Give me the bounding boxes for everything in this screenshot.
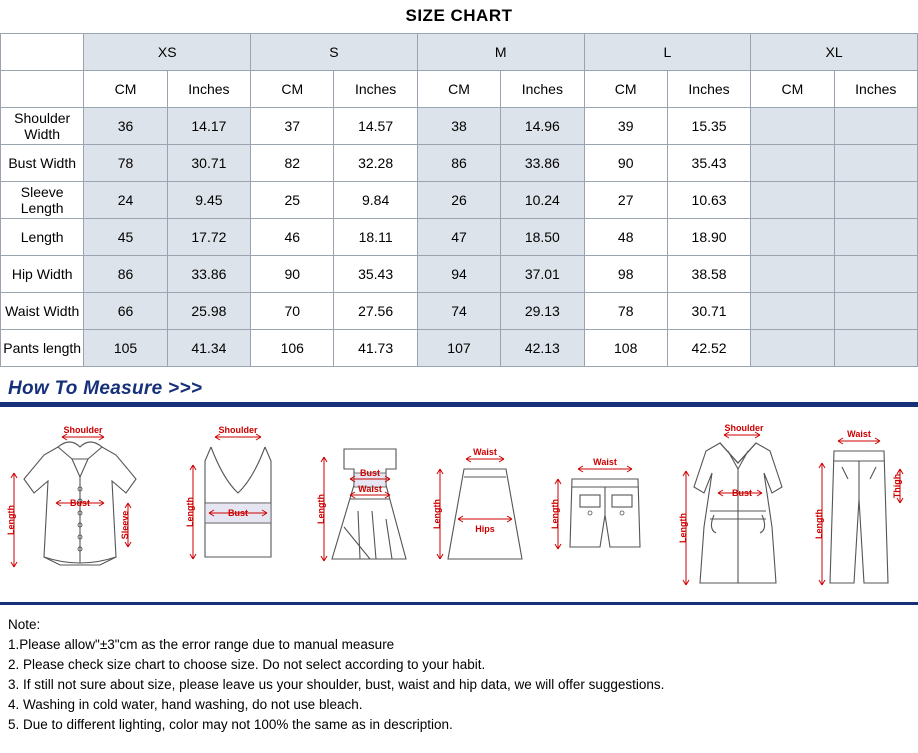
label-length: Length [6, 505, 16, 535]
cell [834, 293, 917, 330]
cell: 29.13 [501, 293, 584, 330]
cell: 38 [417, 108, 500, 145]
note-item-3: 3. If still not sure about size, please leave us your shoulder, bust, waist and hip data, we will offer suggestions. [8, 677, 665, 692]
cell [751, 108, 834, 145]
cell: 26 [417, 182, 500, 219]
table-row-size-headers [1, 34, 918, 71]
label-length: Length [316, 494, 326, 524]
label-bust: Bust [228, 508, 248, 518]
note-item-1: 1.Please allow"±3"cm as the error range due to manual measure [8, 637, 395, 652]
note-item-2: 2. Please check size chart to choose size. Do not select according to your habit. [8, 657, 486, 672]
cell: 86 [84, 256, 167, 293]
size-header-s: S [251, 34, 418, 71]
notes-section [0, 605, 918, 735]
label-length: Length [678, 513, 688, 543]
cell: 107 [417, 330, 500, 367]
cell [751, 145, 834, 182]
cell [834, 182, 917, 219]
cell: 17.72 [167, 219, 250, 256]
cell: 90 [251, 256, 334, 293]
cell: 45 [84, 219, 167, 256]
cell [834, 256, 917, 293]
label-waist: Waist [358, 484, 382, 494]
cell: 78 [584, 293, 667, 330]
cell: 90 [584, 145, 667, 182]
label-thigh: Thigh [892, 473, 902, 499]
cell: 86 [417, 145, 500, 182]
unit-header-m-cm: CM [417, 71, 500, 108]
cell: 10.24 [501, 182, 584, 219]
unit-row-label [1, 71, 84, 108]
notes-heading: Note: [8, 617, 41, 632]
unit-header-l-cm: CM [584, 71, 667, 108]
label-hips: Hips [475, 524, 495, 534]
cell [751, 293, 834, 330]
corner-cell [1, 34, 84, 71]
label-shoulder: Shoulder [63, 425, 103, 435]
table-row [1, 182, 918, 219]
unit-header-m-inches: Inches [501, 71, 584, 108]
label-waist: Waist [847, 429, 871, 439]
row-label: Sleeve Length [1, 182, 84, 219]
figure-blouse [0, 407, 175, 602]
cell: 15.35 [667, 108, 750, 145]
figure-coat [670, 407, 810, 602]
cell [834, 219, 917, 256]
size-header-xs: XS [84, 34, 251, 71]
unit-header-xl-inches: Inches [834, 71, 917, 108]
cell [751, 182, 834, 219]
label-length: Length [550, 499, 560, 529]
cell [834, 330, 917, 367]
unit-header-xs-inches: Inches [167, 71, 250, 108]
cell: 33.86 [167, 256, 250, 293]
figure-pants [810, 407, 918, 602]
cell: 41.34 [167, 330, 250, 367]
unit-header-s-cm: CM [251, 71, 334, 108]
label-shoulder: Shoulder [218, 425, 258, 435]
unit-header-xl-cm: CM [751, 71, 834, 108]
row-label: Bust Width [1, 145, 84, 182]
cell: 94 [417, 256, 500, 293]
unit-header-s-inches: Inches [334, 71, 417, 108]
label-waist: Waist [473, 447, 497, 457]
cell: 14.17 [167, 108, 250, 145]
cell: 9.84 [334, 182, 417, 219]
cell: 37 [251, 108, 334, 145]
cell: 18.11 [334, 219, 417, 256]
size-header-xl: XL [751, 34, 918, 71]
cell [834, 145, 917, 182]
cell: 105 [84, 330, 167, 367]
unit-header-l-inches: Inches [667, 71, 750, 108]
how-to-measure-title: How To Measure >>> [8, 378, 203, 399]
cell: 33.86 [501, 145, 584, 182]
label-waist: Waist [593, 457, 617, 467]
label-bust: Bust [70, 498, 90, 508]
cell: 78 [84, 145, 167, 182]
cell: 35.43 [334, 256, 417, 293]
row-label: Hip Width [1, 256, 84, 293]
label-length: Length [432, 499, 442, 529]
note-item-4: 4. Washing in cold water, hand washing, do not use bleach. [8, 697, 363, 712]
cell: 36 [84, 108, 167, 145]
table-row-unit-headers [1, 71, 918, 108]
figure-skirt [430, 407, 540, 602]
cell: 47 [417, 219, 500, 256]
label-length: Length [814, 509, 824, 539]
page-title: SIZE CHART [405, 6, 513, 25]
cell: 25 [251, 182, 334, 219]
measurement-figures [0, 407, 918, 605]
row-label: Shoulder Width [1, 108, 84, 145]
label-bust: Bust [360, 468, 380, 478]
cell: 18.90 [667, 219, 750, 256]
table-row [1, 108, 918, 145]
row-label: Waist Width [1, 293, 84, 330]
label-sleeve: Sleeve [120, 510, 130, 540]
table-row [1, 293, 918, 330]
cell [751, 256, 834, 293]
unit-header-xs-cm: CM [84, 71, 167, 108]
size-header-m: M [417, 34, 584, 71]
cell: 42.52 [667, 330, 750, 367]
cell: 42.13 [501, 330, 584, 367]
cell: 41.73 [334, 330, 417, 367]
cell: 66 [84, 293, 167, 330]
table-row [1, 256, 918, 293]
cell: 30.71 [667, 293, 750, 330]
size-table [0, 33, 918, 367]
cell: 35.43 [667, 145, 750, 182]
cell: 108 [584, 330, 667, 367]
cell: 24 [84, 182, 167, 219]
cell: 37.01 [501, 256, 584, 293]
cell: 14.96 [501, 108, 584, 145]
how-to-measure-section [0, 375, 918, 605]
row-label: Pants length [1, 330, 84, 367]
label-shoulder: Shoulder [724, 423, 764, 433]
cell: 38.58 [667, 256, 750, 293]
cell: 70 [251, 293, 334, 330]
cell: 39 [584, 108, 667, 145]
table-row [1, 330, 918, 367]
label-bust: Bust [732, 488, 752, 498]
cell: 74 [417, 293, 500, 330]
cell: 10.63 [667, 182, 750, 219]
cell [834, 108, 917, 145]
cell: 27 [584, 182, 667, 219]
figure-camisole [175, 407, 310, 602]
cell: 9.45 [167, 182, 250, 219]
cell: 25.98 [167, 293, 250, 330]
cell: 106 [251, 330, 334, 367]
cell: 14.57 [334, 108, 417, 145]
cell: 98 [584, 256, 667, 293]
cell [751, 219, 834, 256]
cell: 32.28 [334, 145, 417, 182]
figure-shorts [540, 407, 670, 602]
cell: 48 [584, 219, 667, 256]
table-row [1, 145, 918, 182]
size-header-l: L [584, 34, 751, 71]
note-item-5: 5. Due to different lighting, color may not 100% the same as in description. [8, 717, 453, 732]
cell: 27.56 [334, 293, 417, 330]
table-row [1, 219, 918, 256]
cell: 82 [251, 145, 334, 182]
cell: 46 [251, 219, 334, 256]
label-length: Length [185, 497, 195, 527]
cell: 18.50 [501, 219, 584, 256]
cell: 30.71 [167, 145, 250, 182]
figure-dress [310, 407, 430, 602]
cell [751, 330, 834, 367]
row-label: Length [1, 219, 84, 256]
